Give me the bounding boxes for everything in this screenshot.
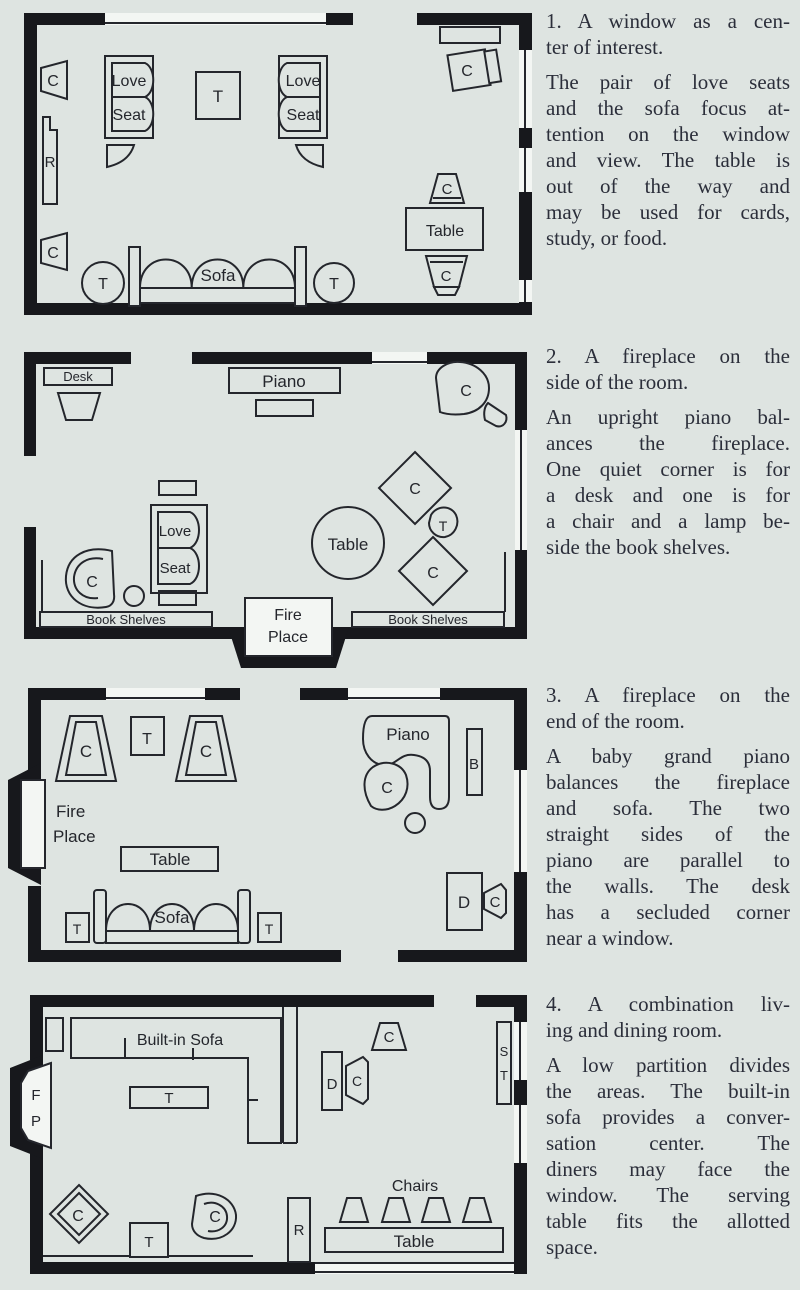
section-2-heading: 2. A fireplace on the side of the room. — [546, 344, 790, 394]
svg-text:Book Shelves: Book Shelves — [388, 612, 468, 627]
svg-text:F: F — [31, 1087, 41, 1104]
svg-text:Table: Table — [327, 535, 369, 554]
lamp — [296, 145, 323, 167]
chair — [176, 716, 236, 781]
svg-text:C: C — [383, 1029, 395, 1046]
chair — [436, 362, 506, 426]
ottoman — [484, 403, 506, 426]
chair — [41, 61, 67, 99]
floor-plan-1 — [0, 0, 540, 330]
svg-text:Table: Table — [393, 1232, 435, 1251]
section-1-body: The pair of love seats and the sofa focus at- tention on the window and view. The table is out of the way and may be used for cards, study, or food. — [546, 70, 790, 250]
svg-text:D: D — [457, 893, 471, 912]
chair — [422, 1198, 450, 1222]
svg-text:B: B — [468, 756, 480, 773]
desk — [322, 1052, 342, 1110]
chair — [399, 537, 467, 605]
svg-text:C: C — [47, 73, 59, 90]
table — [66, 913, 89, 942]
section-3-text — [546, 682, 790, 951]
svg-text:T: T — [164, 1090, 174, 1107]
svg-text:T: T — [142, 731, 152, 748]
fireplace — [228, 598, 349, 668]
svg-text:Seat: Seat — [286, 107, 320, 124]
svg-text:T: T — [212, 87, 224, 106]
section-4-heading: 4. A combination liv- ing and dining room. — [546, 992, 790, 1042]
round-table — [312, 507, 384, 579]
stool — [405, 813, 425, 833]
svg-text:R: R — [44, 154, 56, 171]
chair — [484, 884, 506, 918]
svg-text:Book Shelves: Book Shelves — [86, 612, 166, 627]
lamp — [107, 145, 134, 167]
svg-text:Piano: Piano — [386, 725, 430, 744]
desk — [44, 368, 112, 420]
svg-text:Table: Table — [425, 223, 465, 240]
svg-text:C: C — [86, 574, 98, 591]
svg-text:C: C — [351, 1073, 363, 1089]
svg-text:Love: Love — [158, 523, 192, 540]
svg-text:C: C — [427, 565, 439, 582]
love-seat — [279, 56, 327, 138]
table — [130, 1223, 168, 1257]
section-1-text — [546, 8, 790, 251]
dining-chairs — [340, 1198, 491, 1222]
svg-text:Sofa: Sofa — [200, 266, 236, 285]
chair — [346, 1057, 368, 1104]
svg-text:T: T — [329, 276, 339, 293]
svg-text:Place: Place — [267, 629, 309, 646]
side-table — [159, 481, 196, 495]
piano — [229, 368, 340, 416]
svg-text:C: C — [441, 181, 453, 198]
floor-plan-2 — [0, 330, 540, 670]
chair — [41, 233, 67, 270]
desk — [447, 873, 482, 930]
svg-text:T: T — [438, 518, 448, 534]
chair — [430, 174, 464, 203]
svg-text:Love: Love — [285, 73, 321, 90]
side-table — [46, 1018, 63, 1051]
chair — [426, 256, 467, 295]
svg-text:C: C — [409, 481, 421, 498]
shelf — [440, 27, 500, 43]
svg-text:C: C — [440, 268, 452, 285]
svg-text:C: C — [461, 63, 473, 80]
svg-text:Love: Love — [111, 73, 147, 90]
section-2-body: An upright piano bal- ances the fireplace. One quiet corner is for a desk and one is for a chair and a lamp be- side the book shelves. — [546, 405, 790, 559]
chair — [463, 1198, 491, 1222]
desk-chair — [58, 393, 100, 420]
table — [429, 508, 457, 538]
chair — [192, 1194, 236, 1239]
love-seat — [151, 481, 207, 605]
floor-plan-4 — [0, 990, 540, 1290]
svg-text:T: T — [72, 921, 82, 937]
chair — [372, 1023, 406, 1050]
section-4-text — [546, 991, 790, 1260]
section-4-body: A low partition divides the areas. The built-in sofa provides a conver- sation center. The diners may face the window. The serving table fits the allotted space. — [546, 1053, 790, 1259]
svg-text:C: C — [72, 1208, 84, 1225]
table — [131, 717, 164, 755]
svg-text:R: R — [293, 1222, 305, 1239]
section-3-heading: 3. A fireplace on the end of the room. — [546, 683, 790, 733]
partition — [283, 1007, 297, 1143]
bench — [467, 729, 482, 795]
chair — [50, 1185, 108, 1243]
floor-plan-3 — [0, 670, 540, 990]
svg-text:Place: Place — [53, 827, 96, 846]
table — [130, 1087, 208, 1108]
section-3-body: A baby grand piano balances the fireplace and sofa. The two straight sides of the piano are parallel to the walls. The desk has a secluded corner near a window. — [546, 744, 790, 950]
chair — [56, 716, 116, 781]
svg-text:T: T — [144, 1234, 154, 1251]
piano-bench — [256, 400, 313, 416]
svg-text:Piano: Piano — [262, 372, 306, 391]
svg-text:C: C — [489, 894, 501, 911]
chair — [382, 1198, 410, 1222]
book-shelves — [352, 612, 504, 627]
walls — [30, 995, 527, 1274]
svg-text:Sofa: Sofa — [154, 908, 190, 927]
svg-text:Seat: Seat — [112, 107, 146, 124]
round-table — [314, 263, 354, 303]
chair — [447, 48, 501, 91]
love-seat — [105, 56, 153, 138]
svg-text:S: S — [499, 1044, 509, 1059]
svg-text:C: C — [79, 742, 93, 761]
built-in-sofa — [71, 1018, 281, 1143]
svg-text:C: C — [47, 245, 59, 262]
serving-table — [497, 1022, 511, 1104]
table — [196, 72, 240, 119]
sofa — [94, 890, 250, 943]
radio — [288, 1198, 310, 1262]
svg-text:C: C — [460, 383, 472, 400]
fireplace — [10, 1055, 51, 1159]
dining-table — [325, 1228, 503, 1252]
table — [258, 913, 281, 942]
svg-text:T: T — [500, 1068, 508, 1083]
svg-text:Built-in Sofa: Built-in Sofa — [136, 1032, 224, 1049]
svg-text:P: P — [30, 1113, 42, 1130]
svg-text:Fire: Fire — [56, 802, 86, 821]
svg-text:Fire: Fire — [274, 607, 302, 624]
chairs-label: Chairs — [391, 1178, 439, 1195]
svg-text:T: T — [98, 276, 108, 293]
chair — [66, 549, 114, 607]
section-1-heading: 1. A window as a cen- ter of interest. — [546, 9, 790, 59]
svg-text:D: D — [326, 1076, 338, 1093]
radio — [43, 117, 57, 204]
chair — [340, 1198, 368, 1222]
table — [406, 208, 483, 250]
svg-text:C: C — [381, 780, 393, 797]
svg-text:Desk: Desk — [63, 369, 93, 384]
chair — [364, 763, 407, 810]
svg-text:C: C — [199, 742, 213, 761]
stool — [124, 586, 144, 606]
svg-text:Table: Table — [149, 850, 191, 869]
svg-text:C: C — [209, 1209, 221, 1226]
sofa — [129, 247, 306, 306]
svg-text:Seat: Seat — [159, 560, 191, 577]
table — [121, 847, 218, 871]
svg-text:T: T — [264, 921, 274, 937]
round-table — [82, 262, 124, 304]
book-shelves — [40, 612, 212, 627]
section-2-text — [546, 343, 790, 560]
